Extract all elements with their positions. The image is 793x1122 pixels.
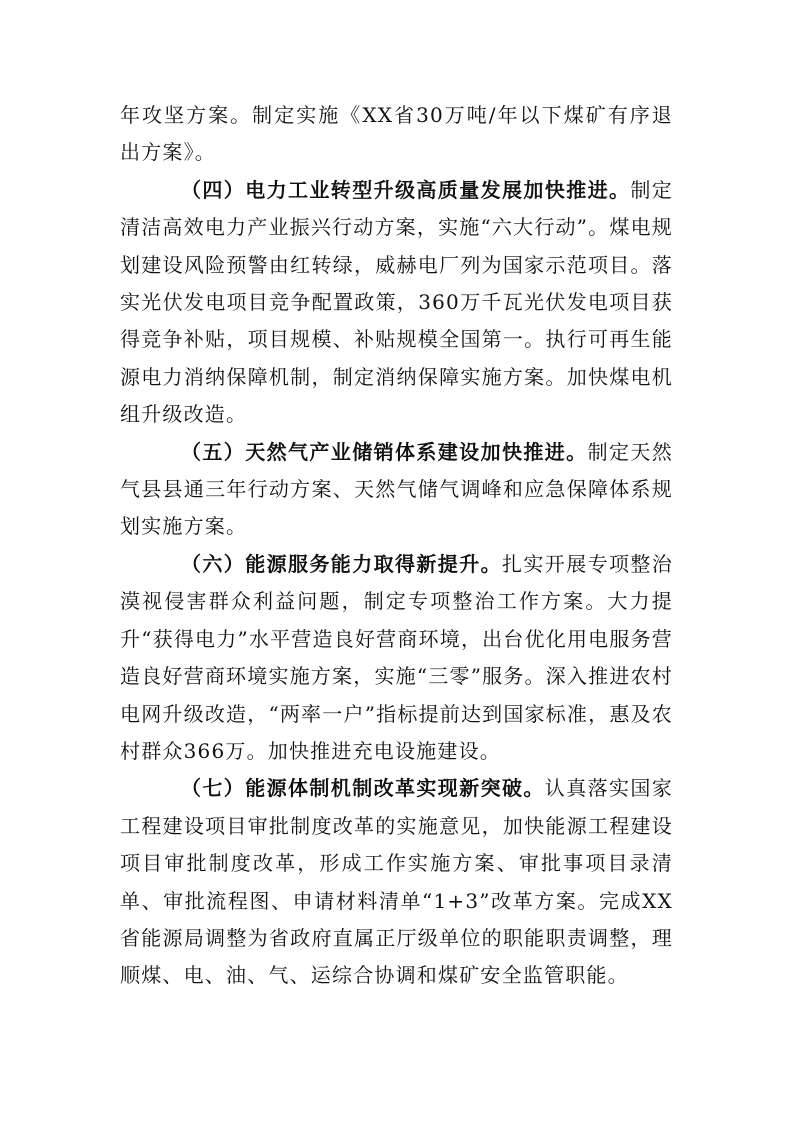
paragraph-continuation (120, 97, 673, 172)
section-heading: （六）能源服务能力取得新提升。 (181, 551, 502, 576)
paragraph-text: 扎实开展专项整治漠视侵害群众利益问题，制定专项整治工作方案。大力提升“获得电力”水平营造良好营商环境，出台优化用电服务营造良好营商环境实施方案，实施“三零”服务。深入推进农村电网升级改造，“两率一户”指标提前达到国家标准，惠及农村群众366万。加快推进充电设施建设。 (120, 551, 673, 763)
paragraph-text: 制定清洁高效电力产业振兴行动方案，实施“六大行动”。煤电规划建设风险预警由红转绿，威赫电厂列为国家示范项目。落实光伏发电项目竞争配置政策，360万千瓦光伏发电项目获得竞争补贴，项目规模、补贴规模全国第一。执行可再生能源电力消纳保障机制，制定消纳保障实施方案。加快煤电机组升级改造。 (120, 177, 673, 427)
paragraph-section-7-reform (120, 770, 673, 994)
section-heading: （五）天然气产业储销体系建设加快推进。 (181, 439, 588, 464)
paragraph-text: 认真落实国家工程建设项目审批制度改革的实施意见，加快能源工程建设项目审批制度改革，形成工作实施方案、审批事项目录清单、审批流程图、申请材料清单“1+3”改革方案。完成XX省能源局调整为省政府直属正厅级单位的职能职责调整，理顺煤、电、油、气、运综合协调和煤矿安全监管职能。 (120, 776, 673, 988)
document-page (120, 97, 673, 995)
paragraph-section-5-natural-gas (120, 434, 673, 546)
paragraph-section-4-power-industry (120, 172, 673, 434)
section-heading: （四）电力工业转型升级高质量发展加快推进。 (181, 177, 631, 202)
paragraph-text: 年攻坚方案。制定实施《XX省30万吨/年以下煤矿有序退出方案》。 (120, 103, 673, 165)
section-heading: （七）能源体制机制改革实现新突破。 (181, 776, 545, 801)
paragraph-section-6-energy-service (120, 546, 673, 770)
paragraph-text: 制定天然气县县通三年行动方案、天然气储气调峰和应急保障体系规划实施方案。 (120, 439, 673, 539)
